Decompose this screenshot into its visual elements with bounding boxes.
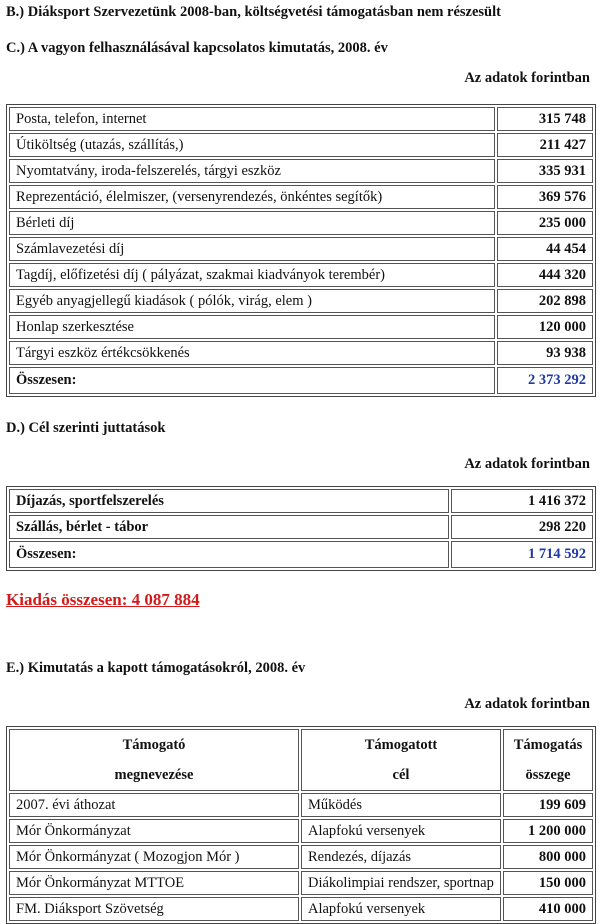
expense-label: Útiköltség (utazás, szállítás,) [9,133,495,157]
table-row [9,515,593,539]
table-row [9,263,593,287]
benefit-value: 1 416 372 [451,489,593,513]
table-row [9,871,593,895]
grant-amount: 199 609 [503,793,593,817]
benefit-label: Díjazás, sportfelszerelés [9,489,449,513]
section-c-title: C.) A vagyon felhasználásával kapcsolatos kimutatás, 2008. év [6,40,388,56]
table-row [9,845,593,869]
total-label: Összesen: [9,541,449,568]
grand-total: Kiadás összesen: 4 087 884 [6,590,200,609]
table-row [9,793,593,817]
grant-amount: 1 200 000 [503,819,593,843]
header-amount-line2: összege [525,767,571,783]
header-amount-line1: Támogatás [513,737,583,753]
grant-supporter: Mór Önkormányzat MTTOE [9,871,299,895]
section-d-unit: Az adatok forintban [464,456,590,472]
benefits-table [6,486,596,571]
table-row [9,289,593,313]
expense-value: 335 931 [497,159,593,183]
grant-purpose: Alapfokú versenyek [301,819,501,843]
expense-value: 44 454 [497,237,593,261]
expense-value: 211 427 [497,133,593,157]
total-label: Összesen: [9,367,495,394]
grant-purpose: Működés [301,793,501,817]
expense-value: 120 000 [497,315,593,339]
expense-label: Tagdíj, előfizetési díj ( pályázat, szakmai kiadványok terembér) [9,263,495,287]
grant-supporter: 2007. évi áthozat [9,793,299,817]
section-e-unit: Az adatok forintban [464,696,590,712]
grant-purpose: Diákolimpiai rendszer, sportnap [301,871,501,895]
total-value: 2 373 292 [497,367,593,394]
header-supporter-line1: Támogató [122,737,186,753]
total-row [9,541,593,568]
expense-label: Egyéb anyagjellegű kiadások ( pólók, virág, elem ) [9,289,495,313]
expense-label: Számlavezetési díj [9,237,495,261]
header-purpose [301,729,501,791]
expense-label: Bérleti díj [9,211,495,235]
header-supporter-line2: megnevezése [114,767,194,783]
expense-label: Posta, telefon, internet [9,107,495,131]
grants-table [6,726,596,924]
total-row [9,367,593,394]
table-row [9,897,593,921]
section-d-title: D.) Cél szerinti juttatások [6,420,166,436]
grant-amount: 800 000 [503,845,593,869]
table-row [9,211,593,235]
table-row [9,237,593,261]
table-row [9,133,593,157]
grant-amount: 410 000 [503,897,593,921]
table-row [9,159,593,183]
table-row [9,489,593,513]
expense-value: 235 000 [497,211,593,235]
section-e-title: E.) Kimutatás a kapott támogatásokról, 2008. év [6,660,306,676]
header-supporter [9,729,299,791]
benefit-label: Szállás, bérlet - tábor [9,515,449,539]
expense-value: 202 898 [497,289,593,313]
grant-purpose: Rendezés, díjazás [301,845,501,869]
expense-value: 369 576 [497,185,593,209]
expense-value: 444 320 [497,263,593,287]
expense-label: Tárgyi eszköz értékcsökkenés [9,341,495,365]
table-row [9,315,593,339]
expense-label: Nyomtatvány, iroda-felszerelés, tárgyi eszköz [9,159,495,183]
table-row [9,185,593,209]
header-row [9,729,593,791]
expense-table [6,104,596,397]
grant-supporter: FM. Diáksport Szövetség [9,897,299,921]
header-purpose-line2: cél [392,767,410,783]
table-row [9,341,593,365]
header-purpose-line1: Támogatott [364,737,438,753]
total-value: 1 714 592 [451,541,593,568]
expense-label: Reprezentáció, élelmiszer, (versenyrendezés, önkéntes segítők) [9,185,495,209]
grant-purpose: Alapfokú versenyek [301,897,501,921]
section-c-unit: Az adatok forintban [464,70,590,86]
grant-supporter: Mór Önkormányzat ( Mozogjon Mór ) [9,845,299,869]
grant-supporter: Mór Önkormányzat [9,819,299,843]
expense-value: 315 748 [497,107,593,131]
expense-label: Honlap szerkesztése [9,315,495,339]
benefit-value: 298 220 [451,515,593,539]
table-row [9,107,593,131]
expense-value: 93 938 [497,341,593,365]
grant-amount: 150 000 [503,871,593,895]
section-b-title: B.) Diáksport Szervezetünk 2008-ban, költségvetési támogatásban nem részesült [6,4,501,20]
header-amount [503,729,593,791]
table-row [9,819,593,843]
